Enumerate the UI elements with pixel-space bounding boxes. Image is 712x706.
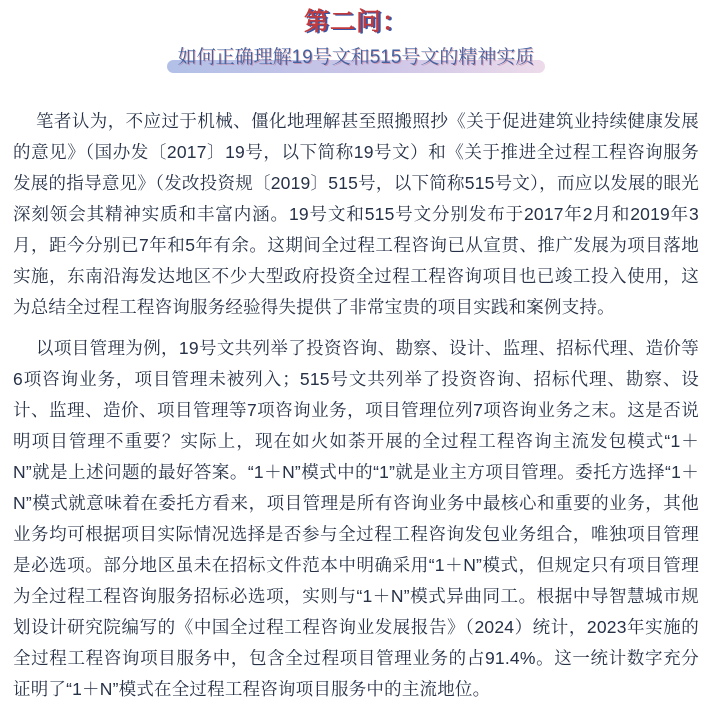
paragraph-1: 笔者认为，不应过于机械、僵化地理解甚至照搬照抄《关于促进建筑业持续健康发展的意见》（国办发〔2017〕19号，以下简称19号文）和《关于推进全过程工程咨询服务发展的指导意见》（发改投资规〔2019〕515号，以下简称515号文），而应以发展的眼光深刻领会其精神实质和丰富内涵。19号文和515号文分别发布于2017年2月和2019年3月，距今分别已7年和5年有余。这期间全过程工程咨询已从宣贯、推广发展为项目落地实施，东南沿海发达地区不少大型政府投资全过程工程咨询项目也已竣工投入使用，这为总结全过程工程咨询服务经验得失提供了非常宝贵的项目实践和案例支持。 <box>13 110 699 317</box>
article-header <box>0 0 712 70</box>
subtitle-wrap <box>176 47 537 70</box>
section-subtitle: 如何正确理解19号文和515号文的精神实质 <box>177 46 535 68</box>
paragraph-2: 以项目管理为例，19号文共列举了投资咨询、勘察、设计、监理、招标代理、造价等6项咨询业务，项目管理未被列入；515号文共列举了投资咨询、招标代理、勘察、设计、监理、造价、项目管理等7项咨询业务，项目管理位列7项咨询业务之末。这是否说明项目管理不重要？实际上，现在如火如荼开展的全过程工程咨询主流发包模式“1＋N”就是上述问题的最好答案。“1＋N”模式中的“1”就是业主方项目管理。委托方选择“1＋N”模式就意味着在委托方看来，项目管理是所有咨询业务中最核心和重要的业务，其他业务均可根据项目实际情况选择是否参与全过程工程咨询发包业务组合，唯独项目管理是必选项。部分地区虽未在招标文件范本中明确采用“1＋N”模式，但规定只有项目管理为全过程工程咨询服务招标必选项，实则与“1＋N”模式异曲同工。根据中导智慧城市规划设计研究院编写的《中国全过程工程咨询业发展报告》（2024）统计，2023年实施的全过程工程咨询项目服务中，包含全过程项目管理业务的占91.4%。这一统计数字充分证明了“1＋N”模式在全过程工程咨询项目服务中的主流地位。 <box>13 337 699 699</box>
section-title: 第二问： <box>303 8 408 36</box>
subtitle-row <box>0 47 712 70</box>
article-body <box>0 106 712 705</box>
